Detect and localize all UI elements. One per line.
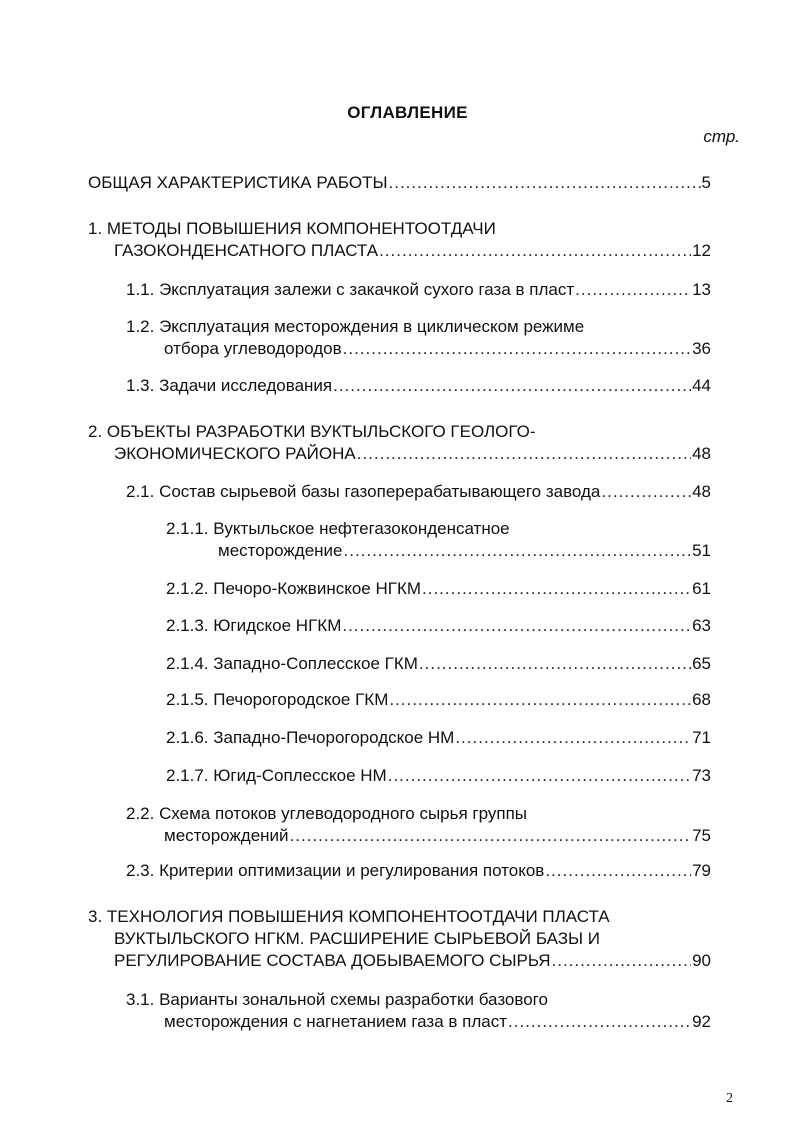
dot-leader [379,240,691,262]
toc-entry-line: 3.1. Варианты зональной схемы разработки базового [126,990,548,1009]
toc-entry-line: 1. МЕТОДЫ ПОВЫШЕНИЯ КОМПОНЕНТООТДАЧИ [88,219,496,238]
toc-entry-page: 92 [692,1012,711,1031]
toc-entry-title: отбора углеводородов [164,339,342,358]
dot-leader [342,615,691,637]
toc-entry [88,421,711,465]
toc-entry-page: 79 [692,861,711,880]
toc-entry-last-line [166,615,711,637]
toc-entry-line: 2. ОБЪЕКТЫ РАЗРАБОТКИ ВУКТЫЛЬСКОГО ГЕОЛОГО- [88,422,536,441]
toc-entry [126,860,711,882]
toc-entry-page: 61 [692,579,711,598]
toc-entry-title: месторождения с нагнетанием газа в пласт [164,1012,507,1031]
toc-entry-line: 1.2. Эксплуатация месторождения в циклическом режиме [126,317,585,336]
dot-leader [575,279,691,301]
toc-entry [88,172,711,194]
toc-entry-last-line [88,443,711,465]
dot-leader [508,1011,691,1033]
dot-leader [344,540,692,562]
toc-entry [88,906,711,972]
toc-entry-last-line [166,727,711,749]
toc-entry-last-line [88,240,711,262]
toc-entry-page: 13 [692,280,711,299]
toc-entry [88,218,711,262]
toc-entry [126,316,711,360]
toc-entry-last-line [166,653,711,675]
dot-leader [290,825,692,847]
toc-entry-page: 5 [701,173,711,192]
toc-entry-title: 2.1.6. Западно-Печорогородское НМ [166,728,455,747]
toc-entry-page: 48 [692,482,711,501]
toc-entry-line: 2.1.1. Вуктыльское нефтегазоконденсатное [166,519,510,538]
toc-entry [126,989,711,1033]
toc-entry-title: 1.3. Задачи исследования [126,376,333,395]
dot-leader [455,727,691,749]
toc-entry-page: 73 [692,766,711,785]
dot-leader [419,653,691,675]
dot-leader [333,375,691,397]
toc-entry-page: 51 [692,541,711,560]
toc-entry-last-line [88,950,711,972]
toc-entry-page: 63 [692,616,711,635]
toc-entry [166,615,711,637]
toc-entry-title: ЭКОНОМИЧЕСКОГО РАЙОНА [114,444,356,463]
toc-entry-page: 48 [692,444,711,463]
toc-entry-last-line [126,481,711,503]
toc-entry-last-line [166,689,711,711]
toc-entry-page: 12 [692,241,711,260]
toc-entry-title: месторождений [164,826,289,845]
toc-entry-title: 2.3. Критерии оптимизации и регулирования потоков [126,861,545,880]
toc-entry-title: 2.1.3. Югидское НГКМ [166,616,342,635]
toc-entry-page: 75 [692,826,711,845]
dot-leader [389,172,701,194]
toc-entry-title: 2.1.7. Югид-Соплесское НМ [166,766,387,785]
toc-entry-line: ВУКТЫЛЬСКОГО НГКМ. РАСШИРЕНИЕ СЫРЬЕВОЙ БАЗЫ И [114,929,601,948]
dot-leader [552,950,692,972]
toc-entry-title: 2.1.4. Западно-Соплесское ГКМ [166,654,418,673]
toc-entry-title: ГАЗОКОНДЕНСАТНОГО ПЛАСТА [114,241,379,260]
toc-entry [166,518,711,562]
toc-entry-page: 71 [692,728,711,747]
toc-entry-title: месторождение [218,541,343,560]
toc-entry-last-line [166,765,711,787]
dot-leader [343,338,691,360]
dot-leader [388,765,691,787]
toc-entry [166,653,711,675]
toc-entry-page: 90 [692,951,711,970]
toc-entry-title: 1.1. Эксплуатация залежи с закачкой сухого газа в пласт [126,280,575,299]
toc-entry [126,481,711,503]
toc-entry-title: РЕГУЛИРОВАНИЕ СОСТАВА ДОБЫВАЕМОГО СЫРЬЯ [114,951,551,970]
toc-entry-last-line [166,540,711,562]
toc-entry-page: 68 [692,690,711,709]
toc-entry [166,765,711,787]
toc-entry-last-line [126,860,711,882]
toc-entry-title: 2.1.5. Печорогородское ГКМ [166,690,389,709]
toc-entry-last-line [126,1011,711,1033]
page-title: ОГЛАВЛЕНИЕ [347,103,468,122]
toc-entry [126,279,711,301]
toc-entry-title: 2.1.2. Печоро-Кожвинское НГКМ [166,579,422,598]
toc-entry-line: 3. ТЕХНОЛОГИЯ ПОВЫШЕНИЯ КОМПОНЕНТООТДАЧИ ПЛАСТА [88,907,610,926]
toc-entry-last-line [166,578,711,600]
toc-entry-page: 44 [692,376,711,395]
toc-entry-title: ОБЩАЯ ХАРАКТЕРИСТИКА РАБОТЫ [88,173,388,192]
toc-entry-page: 65 [692,654,711,673]
toc-entry [166,727,711,749]
toc-entry-line: 2.2. Схема потоков углеводородного сырья группы [126,804,528,823]
toc-entry [126,803,711,847]
dot-leader [601,481,691,503]
toc-entry-last-line [126,375,711,397]
dot-leader [357,443,691,465]
toc-entry-last-line [88,172,711,194]
page-number: 2 [726,1091,733,1106]
dot-leader [422,578,691,600]
toc-entry-last-line [126,338,711,360]
dot-leader [545,860,691,882]
toc-entry [166,578,711,600]
toc-entry-last-line [126,279,711,301]
toc-entry [166,689,711,711]
toc-entry-title: 2.1. Состав сырьевой базы газоперерабатывающего завода [126,482,601,501]
dot-leader [389,689,691,711]
toc-entry [126,375,711,397]
toc-entry-last-line [126,825,711,847]
toc-entry-page: 36 [692,339,711,358]
page-column-label: стр. [703,127,740,146]
